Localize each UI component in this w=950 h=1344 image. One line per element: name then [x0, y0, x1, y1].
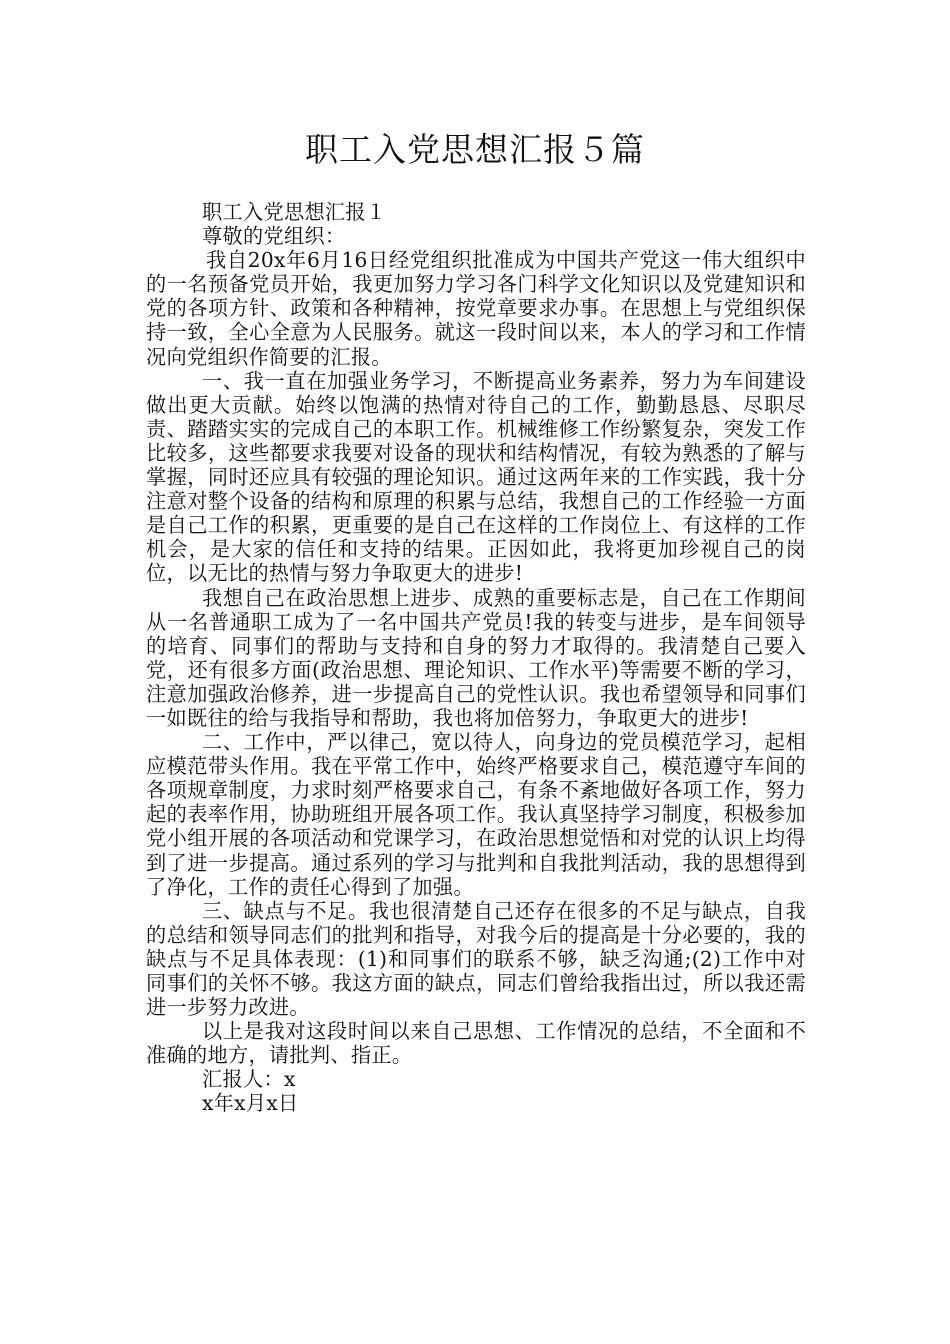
paragraph-conclusion: 以上是我对这段时间以来自己思想、工作情况的总结，不全面和不准确的地方，请批判、指正。 — [146, 1019, 806, 1068]
section-heading: 职工入党思想汇报１ — [202, 200, 387, 224]
date-line: x年x月x日 — [202, 1091, 299, 1116]
paragraph-intro: 我自20x年6月16日经党组织批准成为中国共产党这一伟大组织中的一名预备党员开始，我更加努力学习各门科学文化知识以及党建知识和党的各项方针、政策和各种精神，按党章要求办事。在思想上与党组织保持一致，全心全意为人民服务。就这一段时间以来，本人的学习和工作情况向党组织作简要的汇报。 — [146, 248, 806, 369]
document-title: 职工入党思想汇报５篇 — [305, 130, 645, 169]
paragraph-point-two: 二、工作中，严以律己，宽以待人，向身边的党员模范学习，起相应模范带头作用。我在平常工作中，始终严格要求自己，模范遵守车间的各项规章制度，力求时刻严格要求自己，有条不紊地做好各项工作，努力起的表率作用，协助班组开展各项工作。我认真坚持学习制度，积极参加党小组开展的各项活动和党课学习，在政治思想觉悟和对党的认识上均得到了进一步提高。通过系列的学习与批判和自我批判活动，我的思想得到了净化，工作的责任心得到了加强。 — [146, 730, 806, 899]
reporter-line: 汇报人：x — [202, 1067, 296, 1092]
paragraph-point-three: 三、缺点与不足。我也很清楚自己还存在很多的不足与缺点，自我的总结和领导同志们的批判和指导，对我今后的提高是十分必要的，我的缺点与不足具体表现：(1)和同事们的联系不够，缺乏沟通;(2)工作中对同事们的关怀不够。我这方面的缺点，同志们曾给我指出过，所以我还需进一步努力改进。 — [146, 898, 806, 1020]
paragraph-point-one: 一、我一直在加强业务学习，不断提高业务素养，努力为车间建设做出更大贡献。始终以饱满的热情对待自己的工作，勤勤恳恳、尽职尽责、踏踏实实的完成自己的本职工作。机械维修工作纷繁复杂，突发工作比较多，这些都要求我要对设备的现状和结构情况，有较为熟悉的了解与掌握，同时还应具有较强的理论知识。通过这两年来的工作实践，我十分注意对整个设备的结构和原理的积累与总结，我想自己的工作经验一方面是自己工作的积累，更重要的是自己在这样的工作岗位上、有这样的工作机会，是大家的信任和支持的结果。正因如此，我将更加珍视自己的岗位，以无比的热情与努力争取更大的进步! — [146, 368, 806, 586]
salutation: 尊敬的党组织： — [202, 224, 346, 249]
document-body — [146, 200, 806, 1116]
paragraph-reflection: 我想自己在政治思想上进步、成熟的重要标志是，自己在工作期间从一名普通职工成为了一名中国共产党员!我的转变与进步，是车间领导的培育、同事们的帮助与支持和自身的努力才取得的。我清楚自己要入党，还有很多方面(政治思想、理论知识、工作水平)等需要不断的学习，注意加强政治修养，进一步提高自己的党性认识。我也希望领导和同事们一如既往的给与我指导和帮助，我也将加倍努力，争取更大的进步! — [146, 585, 806, 730]
